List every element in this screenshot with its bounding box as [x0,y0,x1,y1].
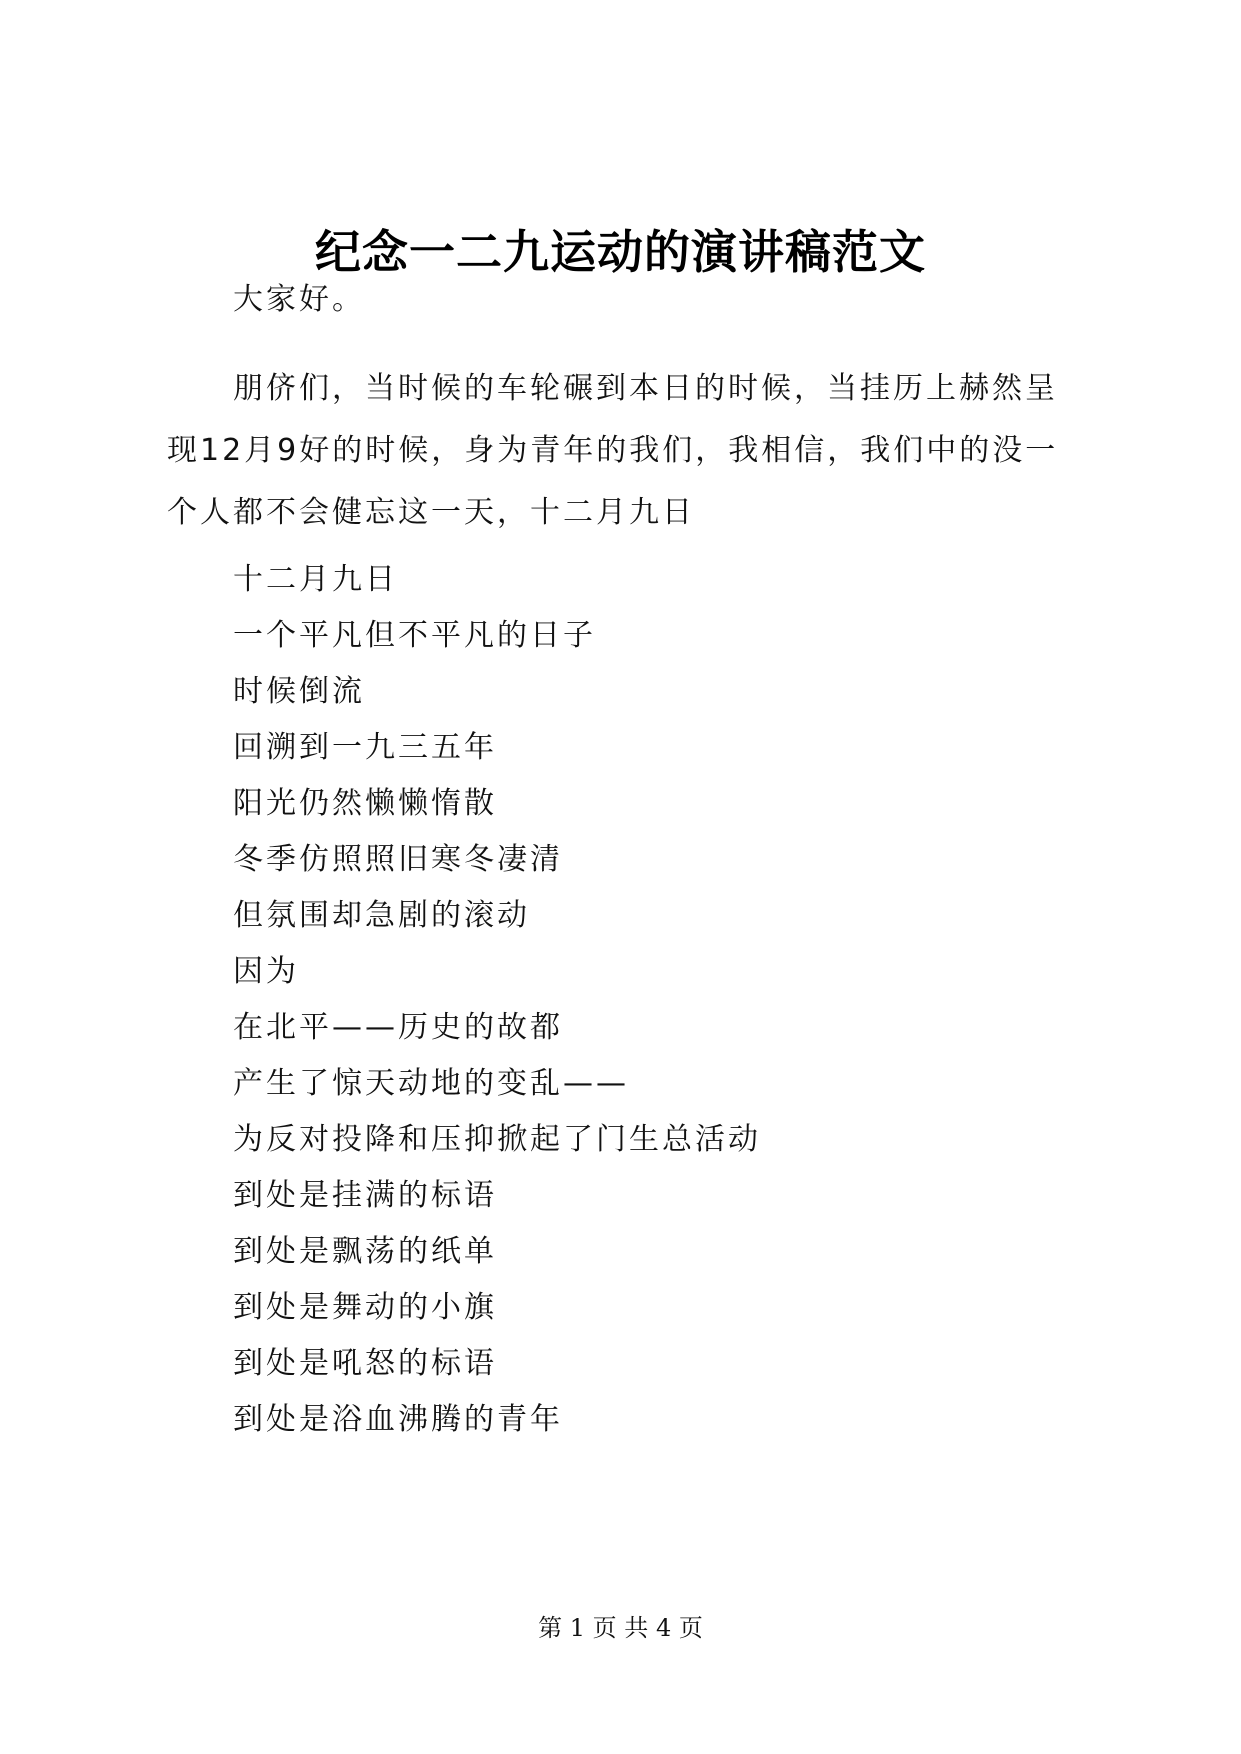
verse-line: 时候倒流 [233,674,365,709]
verse-line: 在北平——历史的故都 [233,1010,563,1045]
verse-line: 十二月九日 [233,562,398,597]
verse-line: 阳光仍然懒懒惰散 [233,786,497,821]
greeting-line: 大家好。 [233,282,365,317]
verse-line: 为反对投降和压抑掀起了门生总活动 [233,1122,761,1157]
document-title: 纪念一二九运动的演讲稿范文 [315,225,926,279]
verse-line: 因为 [233,954,299,989]
verse-line: 冬季仿照照旧寒冬凄清 [233,842,563,877]
verse-line: 到处是吼怒的标语 [233,1346,497,1381]
verse-line: 到处是浴血沸腾的青年 [233,1402,563,1437]
verse-line: 产生了惊天动地的变乱—— [233,1066,629,1101]
verse-line: 但氛围却急剧的滚动 [233,898,530,933]
verse-line: 到处是飘荡的纸单 [233,1234,497,1269]
verse-line: 一个平凡但不平凡的日子 [233,618,596,653]
opening-paragraph: 朋侪们，当时候的车轮碾到本日的时候，当挂历上赫然呈现12月9好的时候，身为青年的我们，我相信，我们中的没一个人都不会健忘这一天，十二月九日 [167,371,1059,530]
page-number-footer: 第 1 页 共 4 页 [538,1614,703,1642]
verse-line: 到处是舞动的小旗 [233,1290,497,1325]
verse-line: 到处是挂满的标语 [233,1178,497,1213]
verse-line: 回溯到一九三五年 [233,730,497,765]
